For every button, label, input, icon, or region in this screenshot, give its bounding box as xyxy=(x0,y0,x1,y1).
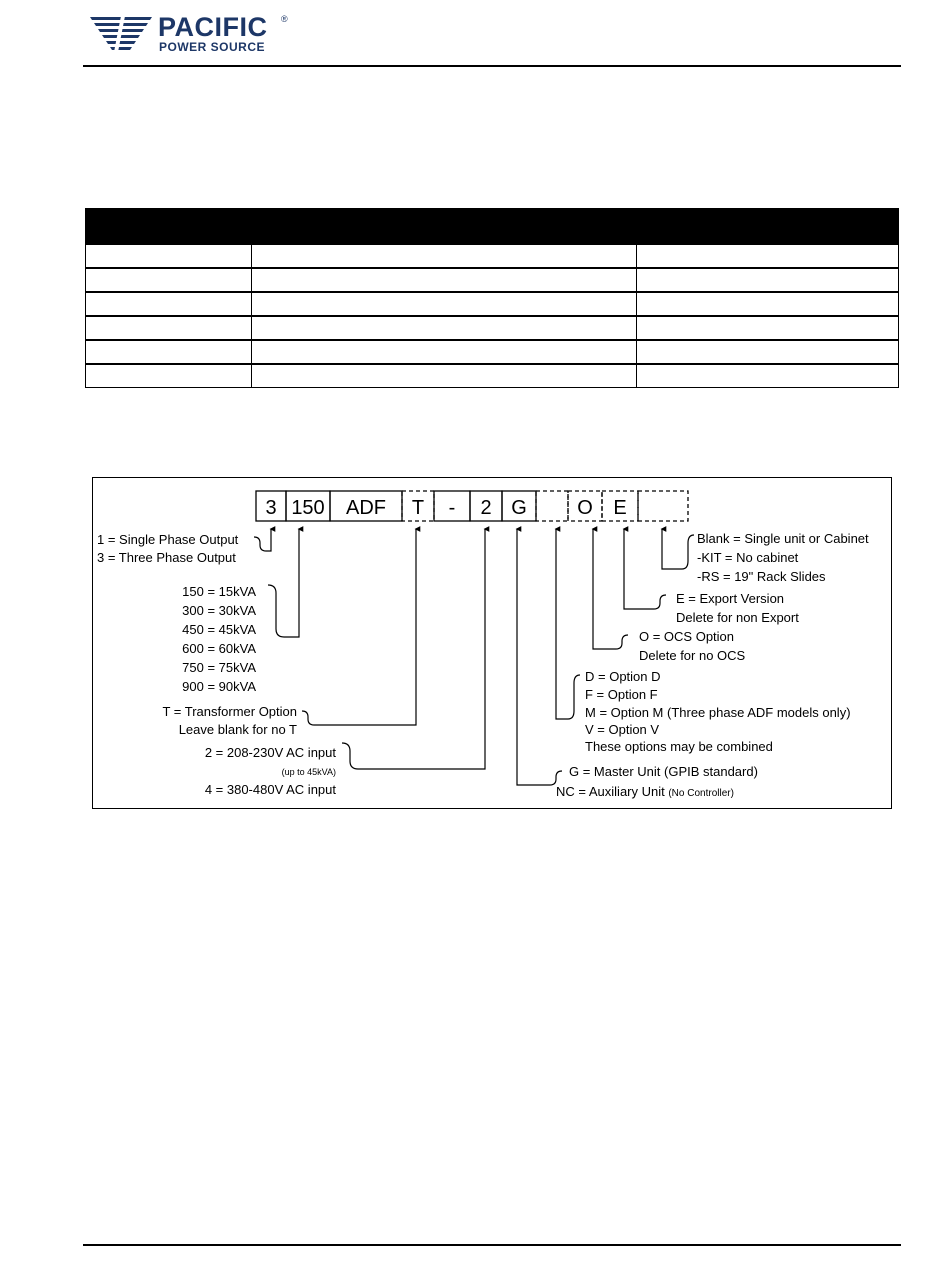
table-cell xyxy=(252,268,637,292)
input-note: (up to 45kVA) xyxy=(281,767,336,777)
power-label: 300 = 30kVA xyxy=(182,603,256,618)
cabinet-label: -RS = 19" Rack Slides xyxy=(697,569,826,584)
connector-power xyxy=(268,529,299,637)
footer-rule xyxy=(83,1244,901,1246)
options-label: F = Option F xyxy=(585,687,658,702)
table-cell xyxy=(86,316,252,340)
connector-export xyxy=(624,529,666,609)
table-row xyxy=(86,268,899,292)
table-header-row xyxy=(86,209,899,245)
table-cell xyxy=(252,340,637,364)
connector-input xyxy=(342,529,485,769)
input-label: 4 = 380-480V AC input xyxy=(204,782,336,797)
spec-table xyxy=(85,208,899,388)
table-row xyxy=(86,292,899,316)
export-label: Delete for non Export xyxy=(676,610,799,625)
table-row xyxy=(86,364,899,388)
code-segment: G xyxy=(511,497,527,519)
table-cell xyxy=(86,244,252,268)
cabinet-label: Blank = Single unit or Cabinet xyxy=(697,531,869,546)
export-label: E = Export Version xyxy=(676,591,785,606)
power-label: 750 = 75kVA xyxy=(182,660,256,675)
table-header-cell xyxy=(86,209,637,245)
table-cell xyxy=(86,364,252,388)
code-box-options xyxy=(536,491,568,521)
table-cell xyxy=(252,244,637,268)
table-row xyxy=(86,244,899,268)
power-label: 450 = 45kVA xyxy=(182,622,256,637)
input-label: 2 = 208-230V AC input xyxy=(204,745,336,760)
controller-label-small: (No Controller) xyxy=(668,788,734,799)
phase-label: 1 = Single Phase Output xyxy=(97,532,239,547)
power-label: 600 = 60kVA xyxy=(182,641,256,656)
options-label: These options may be combined xyxy=(585,739,773,754)
table-cell xyxy=(637,244,899,268)
model-code-svg xyxy=(92,477,892,809)
power-label: 900 = 90kVA xyxy=(182,679,256,694)
ocs-label: Delete for no OCS xyxy=(639,648,746,663)
table-row xyxy=(86,316,899,340)
table-header-cell xyxy=(637,209,899,245)
code-segment: E xyxy=(613,497,627,519)
transformer-label: T = Transformer Option xyxy=(162,704,297,719)
table-cell xyxy=(252,364,637,388)
logo-stripes-icon xyxy=(88,16,154,52)
table-row xyxy=(86,340,899,364)
table-cell xyxy=(86,340,252,364)
controller-label: G = Master Unit (GPIB standard) xyxy=(569,764,758,779)
table-cell xyxy=(637,292,899,316)
table-cell xyxy=(252,316,637,340)
model-code-diagram xyxy=(92,477,892,809)
ocs-label: O = OCS Option xyxy=(639,629,735,644)
table-cell xyxy=(86,292,252,316)
connector-options xyxy=(556,529,580,719)
controller-label-main: NC = Auxiliary Unit xyxy=(556,784,669,799)
code-segment: T xyxy=(411,497,425,519)
code-segment: 2 xyxy=(480,497,492,519)
company-logo xyxy=(88,14,298,56)
options-label: V = Option V xyxy=(585,722,660,737)
code-segment: 150 xyxy=(291,497,325,519)
logo-registered-mark: ® xyxy=(281,14,288,24)
header-rule xyxy=(83,65,901,67)
code-segment: 3 xyxy=(265,497,277,519)
code-segment: O xyxy=(577,497,593,519)
phase-label: 3 = Three Phase Output xyxy=(97,550,236,565)
transformer-label: Leave blank for no T xyxy=(178,722,297,737)
table-cell xyxy=(637,316,899,340)
table-cell xyxy=(252,292,637,316)
table-cell xyxy=(86,268,252,292)
logo-brand-subtitle: POWER SOURCE xyxy=(159,40,266,54)
code-segment: - xyxy=(448,497,456,519)
connector-ocs xyxy=(593,529,628,649)
options-label: D = Option D xyxy=(585,669,661,684)
logo-brand-name: PACIFIC xyxy=(158,12,268,42)
connector-phase xyxy=(254,529,271,551)
controller-label xyxy=(556,784,734,799)
power-label: 150 = 15kVA xyxy=(182,584,256,599)
table-cell xyxy=(637,340,899,364)
connector-controller xyxy=(517,529,562,785)
code-segment: ADF xyxy=(346,497,386,519)
options-label: M = Option M (Three phase ADF models only) xyxy=(585,705,851,720)
table-cell xyxy=(637,364,899,388)
code-box-cabinet xyxy=(638,491,688,521)
connector-cabinet xyxy=(662,529,694,569)
connector-transformer xyxy=(302,529,416,725)
cabinet-label: -KIT = No cabinet xyxy=(697,550,799,565)
table-cell xyxy=(637,268,899,292)
